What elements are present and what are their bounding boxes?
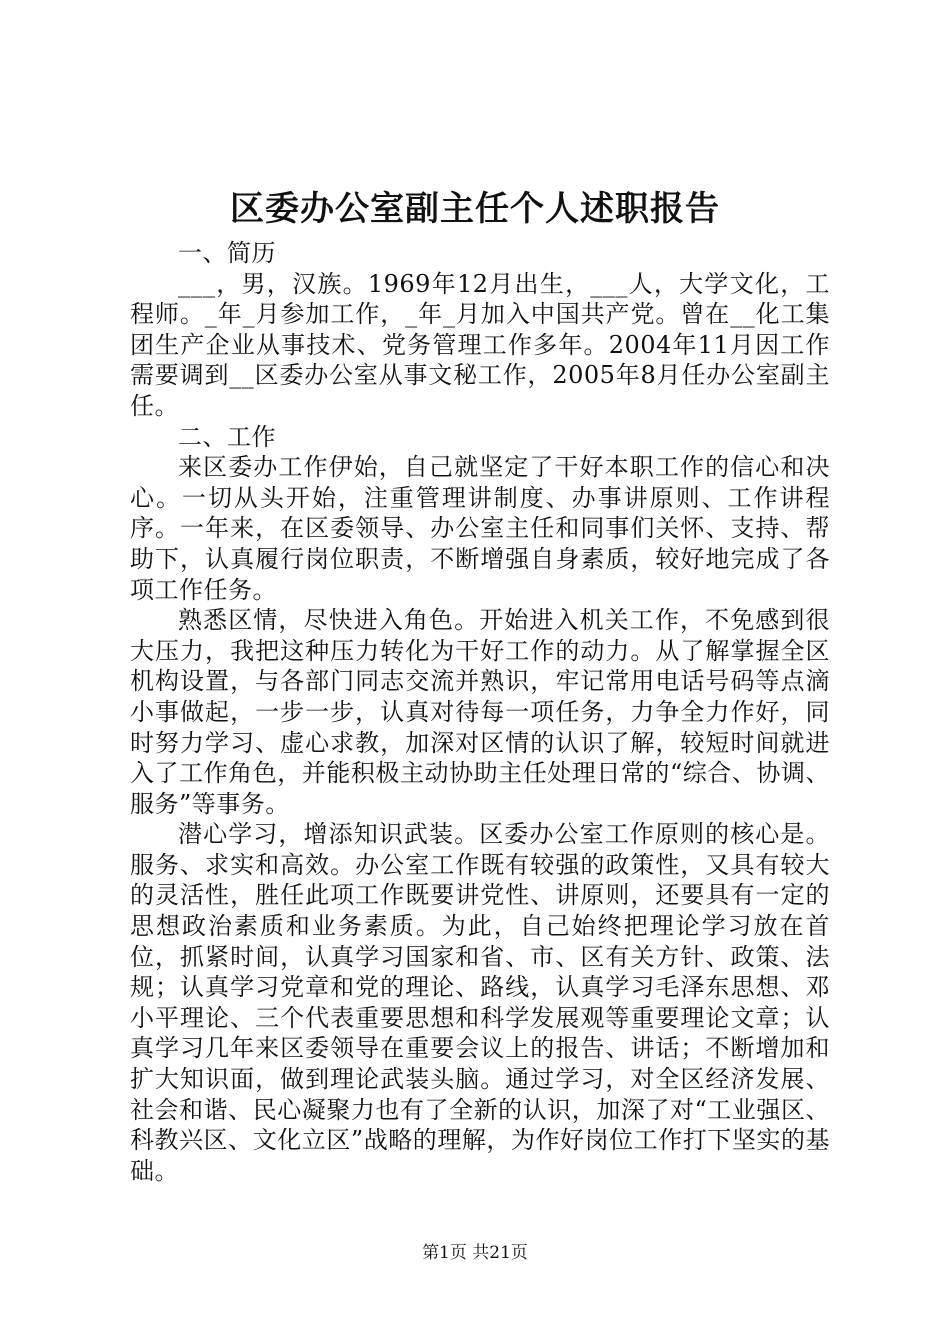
paragraph-work-intro: 来区委办工作伊始，自己就坚定了干好本职工作的信心和决心。一切从头开始，注重管理讲制度、办事讲原则、工作讲程序。一年来，在区委领导、办公室主任和同事们关怀、支持、帮助下，认真履行岗位职责，不断增强自身素质，较好地完成了各项工作任务。 [130,453,830,604]
section-heading-resume: 一、简历 [178,239,276,267]
paragraph-familiarize: 熟悉区情，尽快进入角色。开始进入机关工作，不免感到很大压力，我把这种压力转化为干好工作的动力。从了解掌握全区机构设置，与各部门同志交流并熟识，牢记常用电话号码等点滴小事做起，一步一步，认真对待每一项任务，力争全力作好，同时努力学习、虚心求教，加深对区情的认识了解，较短时间就进入了工作角色，并能积极主动协助主任处理日常的“综合、协调、服务”等事务。 [130,606,830,818]
paragraph-study: 潜心学习，增添知识武装。区委办公室工作原则的核心是。服务、求实和高效。办公室工作既有较强的政策性，又具有较大的灵活性，胜任此项工作既要讲党性、讲原则，还要具有一定的思想政治素质和业务素质。为此，自己始终把理论学习放在首位，抓紧时间，认真学习国家和省、市、区有关方针、政策、法规；认真学习党章和党的理论、路线，认真学习毛泽东思想、邓小平理论、三个代表重要思想和科学发展观等重要理论文章；认真学习几年来区委领导在重要会议上的报告、讲话；不断增加和扩大知识面，做到理论武装头脑。通过学习，对全区经济发展、社会和谐、民心凝聚力也有了全新的认识，加深了对“工业强区、科教兴区、文化立区”战略的理解，为作好岗位工作打下坚实的基础。 [130,820,830,1185]
document-title: 区委办公室副主任个人述职报告 [230,189,720,229]
section-heading-work: 二、工作 [178,422,276,451]
page-footer: 第1页 共21页 [422,1243,528,1263]
paragraph-resume: ___，男，汉族。1969年12月出生，___人，大学文化，工程师。_年_月参加工作，_年_月加入中国共产党。曾在__化工集团生产企业从事技术、党务管理工作多年。2004年11月因工作需要调到__区委办公室从事文秘工作，2005年8月任办公室副主任。 [130,269,830,420]
document-body [130,238,830,1186]
